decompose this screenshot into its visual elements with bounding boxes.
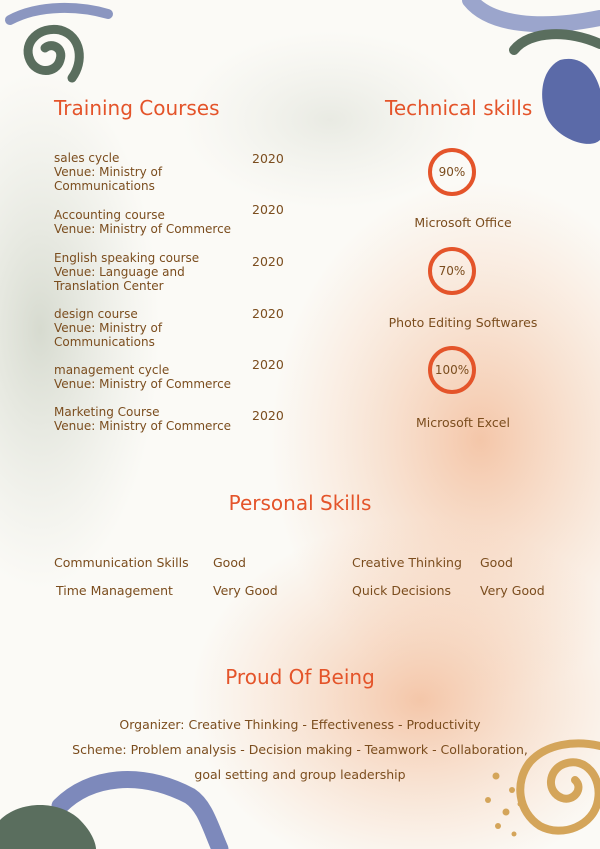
progress-ring-value: 90%: [438, 165, 466, 179]
course-line: Communications: [54, 179, 155, 193]
course-year: 2020: [252, 254, 284, 269]
personal-skill-name: Time Management: [56, 583, 173, 598]
course-entry: [54, 251, 254, 293]
course-line: Venue: Ministry of Commerce: [54, 377, 232, 391]
progress-ring: [428, 148, 476, 196]
technical-skills-heading: Technical skills: [385, 96, 533, 120]
personal-skill-level: Good: [213, 555, 246, 570]
course-year: 2020: [252, 357, 284, 372]
course-line: Venue: Ministry of Commerce: [54, 419, 232, 433]
proud-line: Organizer: Creative Thinking - Effectiveness - Productivity: [119, 717, 481, 732]
course-entry: [54, 363, 254, 391]
progress-ring: [428, 346, 476, 394]
course-line: design course: [54, 307, 138, 321]
course-entry: [54, 208, 254, 236]
course-line: English speaking course: [54, 251, 200, 265]
progress-ring-value: 100%: [434, 363, 470, 377]
proud-line: goal setting and group leadership: [194, 767, 406, 782]
technical-skill-name: Microsoft Office: [414, 215, 512, 230]
personal-skill-level: Very Good: [213, 583, 278, 598]
course-year: 2020: [252, 408, 284, 423]
personal-skill-name: Quick Decisions: [352, 583, 452, 598]
course-line: Marketing Course: [54, 405, 160, 419]
course-line: Venue: Ministry of Commerce: [54, 222, 232, 236]
proud-line: Scheme: Problem analysis - Decision making - Teamwork - Collaboration,: [72, 742, 528, 757]
blob-bottom-left-icon: [0, 805, 96, 849]
course-line: management cycle: [54, 363, 170, 377]
course-entry: [54, 405, 254, 433]
curve-top-right-icon: [514, 34, 600, 50]
course-line: sales cycle: [54, 151, 120, 165]
personal-skills-heading: Personal Skills: [228, 491, 372, 515]
course-line: Accounting course: [54, 208, 165, 222]
course-year: 2020: [252, 202, 284, 217]
course-line: Communications: [54, 335, 155, 349]
proud-of-being-heading: Proud Of Being: [225, 665, 375, 689]
course-year: 2020: [252, 151, 284, 166]
course-line: Venue: Ministry of: [54, 321, 163, 335]
course-year: 2020: [252, 306, 284, 321]
course-line: Venue: Ministry of: [54, 165, 163, 179]
personal-skill-level: Very Good: [480, 583, 545, 598]
technical-skill-name: Photo Editing Softwares: [388, 315, 538, 330]
technical-skill-name: Microsoft Excel: [416, 415, 510, 430]
course-entry: [54, 151, 254, 193]
training-courses-heading: Training Courses: [54, 96, 220, 120]
brush-top-left-icon: [10, 8, 108, 20]
course-entry: [54, 307, 254, 349]
personal-skill-name: Communication Skills: [54, 555, 189, 570]
course-line: Translation Center: [54, 279, 164, 293]
progress-ring: [428, 247, 476, 295]
blob-top-right-icon: [542, 59, 600, 144]
personal-skill-level: Good: [480, 555, 513, 570]
course-line: Venue: Language and: [54, 265, 185, 279]
personal-skill-name: Creative Thinking: [352, 555, 462, 570]
progress-ring-value: 70%: [438, 264, 466, 278]
swoosh-top-right-icon: [470, 0, 600, 24]
spiral-top-left-icon: [28, 29, 79, 78]
